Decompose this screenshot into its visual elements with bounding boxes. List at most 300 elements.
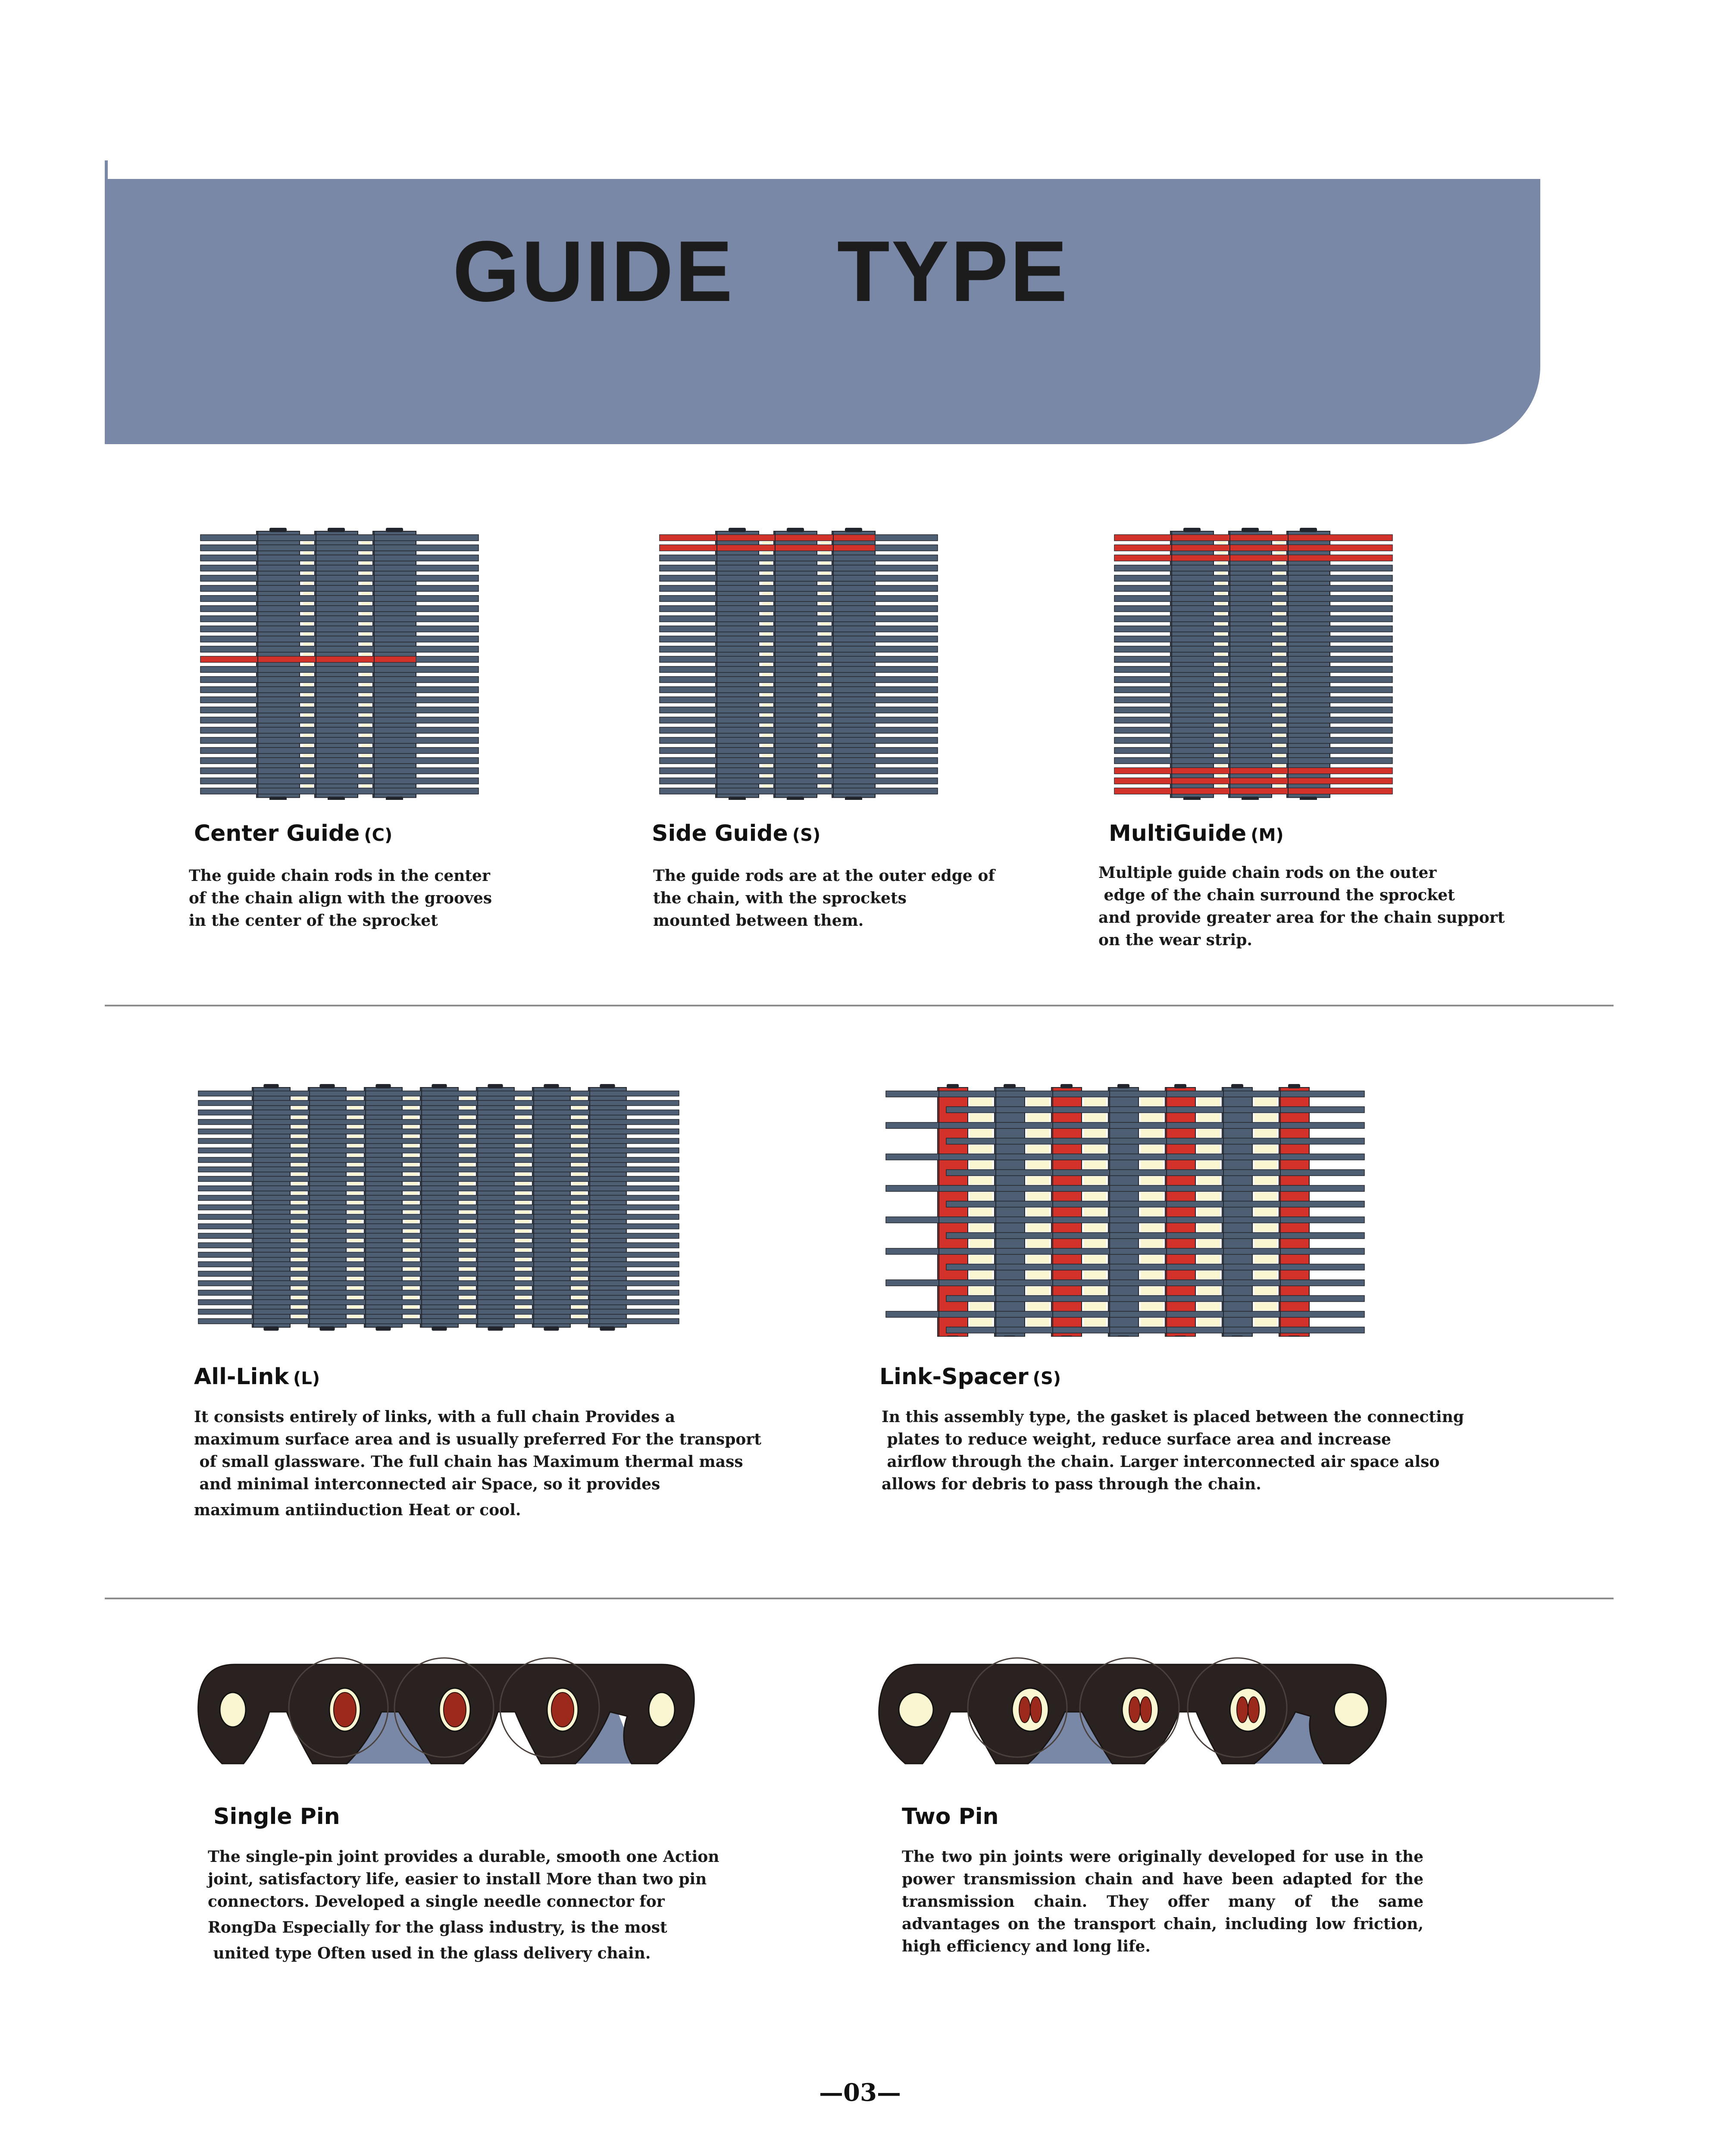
chain-rod [886,1122,1364,1128]
spacer-block [293,1201,306,1204]
spacer-block [1254,1192,1277,1200]
chain-rod [200,595,479,602]
link-cap [1060,1084,1073,1088]
chain-rod [886,1217,1364,1223]
chain-rod [946,1264,1364,1270]
spacer-block [762,755,772,757]
spacer-block [293,1125,306,1128]
spacer-block [349,1220,362,1223]
center-guide-name: Center Guide [194,821,360,846]
chain-rod [946,1296,1364,1302]
spacer-block [1027,1161,1049,1169]
link-cap [1174,1336,1186,1337]
chain-rod [200,697,479,703]
pin [551,1692,574,1727]
spacer-block [1275,592,1285,595]
link-cap [1288,1336,1300,1337]
spacer-block [1141,1161,1163,1169]
chain-rod [1114,667,1392,673]
chain-rod [1114,575,1392,581]
center-guide-code: (C) [364,825,393,845]
link-cap [787,797,804,800]
spacer-block [293,1277,306,1280]
spacer-block [820,683,830,686]
description-line: mounted between them. [653,912,864,930]
all-link-description [194,1406,761,1521]
spacer-block [573,1144,586,1147]
single-pin-connector-diagram [196,1656,705,1777]
pin-half [1140,1697,1151,1723]
two-pin-title: Two Pin [902,1804,999,1830]
spacer-block [1254,1114,1277,1122]
spacer-block [405,1277,418,1280]
spacer-block [361,633,371,636]
description-line: The guide rods are at the outer edge of [653,867,995,885]
spacer-block [461,1230,474,1232]
chain-rod [1114,656,1392,662]
spacer-block [349,1182,362,1185]
spacer-block [461,1144,474,1147]
two-pin-description [902,1846,1423,1958]
section-divider [105,1598,1614,1599]
chain-rod [886,1311,1364,1317]
spacer-block [1254,1177,1277,1185]
chain-rod [1114,697,1392,703]
spacer-block [820,613,830,615]
spacer-block [361,552,371,555]
spacer-block [820,653,830,656]
spacer-block [303,765,313,767]
spacer-block [762,633,772,636]
link-cap [1174,1084,1186,1088]
spacer-block [303,572,313,575]
spacer-block [293,1106,306,1109]
spacer-block [762,683,772,686]
link-cap [1060,1336,1073,1337]
spacer-block [303,633,313,636]
spacer-block [762,724,772,727]
spacer-block [517,1144,530,1147]
spacer-block [762,572,772,575]
spacer-block [820,663,830,666]
spacer-block [349,1135,362,1138]
spacer-block [1275,663,1285,666]
chain-rod [198,1138,679,1144]
chain-rod [660,748,938,754]
spacer-block [970,1129,992,1138]
pin-half [1019,1697,1030,1723]
pin [444,1692,466,1727]
spacer-block [1217,613,1226,615]
chain-rod [660,646,938,652]
chain-rod [200,586,479,592]
pin-hole [899,1692,933,1727]
spacer-block [762,653,772,656]
chain-rod [200,717,479,723]
spacer-block [405,1315,418,1318]
spacer-block [762,582,772,585]
link-cap [600,1084,615,1088]
description-line: allows for debris to pass through the chain. [882,1475,1261,1493]
chain-rod [660,606,938,612]
section-divider [105,1005,1614,1006]
spacer-block [349,1144,362,1147]
chain-rod [198,1100,679,1106]
spacer-block [1141,1192,1163,1200]
spacer-block [1084,1161,1106,1169]
spacer-block [1198,1208,1220,1216]
spacer-block [1198,1255,1220,1263]
description-line: power transmission chain and have been adapted for the [902,1870,1423,1888]
spacer-block [573,1182,586,1185]
spacer-block [1198,1129,1220,1138]
spacer-block [361,744,371,747]
spacer-block [820,755,830,757]
spacer-block [820,724,830,727]
link-cap [1117,1084,1129,1088]
spacer-block [303,724,313,727]
spacer-block [573,1116,586,1119]
spacer-block [1254,1098,1277,1106]
chain-rod [200,535,479,541]
spacer-block [1275,572,1285,575]
spacer-block [573,1220,586,1223]
spacer-block [293,1220,306,1223]
spacer-block [361,623,371,625]
spacer-block [461,1315,474,1318]
spacer-block [1275,613,1285,615]
description-line: connectors. Developed a single needle connector for [208,1893,665,1911]
spacer-block [1198,1192,1220,1200]
pin-half [1030,1697,1042,1723]
spacer-block [461,1125,474,1128]
spacer-block [573,1268,586,1270]
spacer-block [405,1249,418,1251]
spacer-block [1027,1318,1049,1326]
spacer-block [1275,633,1285,636]
spacer-block [361,775,371,777]
description-line: maximum antiinduction Heat or cool. [194,1501,521,1519]
spacer-block [1217,633,1226,636]
chain-rod [660,768,938,774]
spacer-block [349,1287,362,1289]
spacer-block [461,1182,474,1185]
chain-rod [198,1319,679,1324]
chain-rod [1114,606,1392,612]
chain-rod [660,575,938,581]
spacer-block [293,1249,306,1251]
spacer-block [1198,1161,1220,1169]
chain-rod [946,1327,1364,1333]
spacer-block [361,755,371,757]
spacer-block [1275,582,1285,585]
spacer-block [820,785,830,787]
spacer-block [1027,1192,1049,1200]
spacer-block [1084,1208,1106,1216]
spacer-block [349,1154,362,1156]
spacer-block [573,1230,586,1232]
spacer-block [970,1208,992,1216]
spacer-block [573,1277,586,1280]
spacer-block [1027,1240,1049,1248]
spacer-block [970,1271,992,1279]
spacer-block [461,1173,474,1175]
spacer-block [573,1211,586,1213]
center-guide-description [189,865,492,932]
side-guide-title [652,821,820,846]
chain-rod [198,1110,679,1115]
spacer-block [461,1296,474,1299]
chain-rod [660,616,938,622]
spacer-block [461,1163,474,1166]
spacer-block [1217,775,1226,777]
spacer-block [1275,765,1285,767]
two-pin-connector-diagram [875,1656,1392,1777]
spacer-block [1254,1208,1277,1216]
spacer-block [517,1163,530,1166]
spacer-block [762,704,772,706]
spacer-block [1027,1145,1049,1153]
spacer-block [405,1144,418,1147]
spacer-block [1141,1224,1163,1232]
center-guide-chain-diagram [196,520,489,800]
chain-rod [198,1300,679,1305]
spacer-block [303,602,313,605]
pin-hole [1334,1692,1369,1727]
spacer-block [1084,1287,1106,1295]
chain-rod [1114,737,1392,743]
spacer-block [1198,1145,1220,1153]
multiguide-code: (M) [1251,825,1284,845]
link-cap [1117,1336,1129,1337]
spacer-block [762,562,772,564]
spacer-block [405,1296,418,1299]
chain-rod [200,646,479,652]
description-line: of the chain align with the grooves [189,889,492,907]
spacer-block [361,694,371,696]
spacer-block [349,1211,362,1213]
spacer-block [293,1230,306,1232]
spacer-block [517,1173,530,1175]
description-line: In this assembly type, the gasket is placed between the connecting [882,1408,1464,1426]
chain-rod [198,1091,679,1096]
link-cap [1183,797,1201,800]
chain-rod [200,737,479,743]
chain-rod [200,545,479,551]
spacer-block [1275,683,1285,686]
chain-rod [660,626,938,632]
chain-rod [660,727,938,733]
chain-rod [198,1252,679,1257]
chain-rod [198,1271,679,1276]
chain-rod [660,788,938,794]
spacer-block [820,704,830,706]
link-cap [1183,528,1201,532]
spacer-block [349,1230,362,1232]
spacer-block [1217,552,1226,555]
chain-rod [660,697,938,703]
spacer-block [1254,1240,1277,1248]
spacer-block [573,1106,586,1109]
spacer-block [405,1201,418,1204]
spacer-block [1027,1271,1049,1279]
spacer-block [517,1220,530,1223]
chain-rod [198,1243,679,1248]
spacer-block [762,674,772,676]
spacer-block [820,694,830,696]
chain-rod [200,555,479,561]
spacer-block [361,674,371,676]
chain-rod [1114,595,1392,602]
spacer-block [303,683,313,686]
spacer-block [405,1287,418,1289]
spacer-block [1254,1129,1277,1138]
spacer-block [303,744,313,747]
spacer-block [349,1249,362,1251]
spacer-block [303,653,313,656]
link-spacer-code: (S) [1032,1369,1061,1388]
spacer-block [349,1163,362,1166]
spacer-block [361,602,371,605]
spacer-block [405,1163,418,1166]
spacer-block [1084,1240,1106,1248]
description-line: RongDa Especially for the glass industry, is the most [208,1918,667,1937]
spacer-block [1217,734,1226,737]
spacer-block [517,1249,530,1251]
spacer-block [970,1287,992,1295]
spacer-block [461,1154,474,1156]
spacer-block [349,1296,362,1299]
spacer-block [517,1182,530,1185]
spacer-block [970,1098,992,1106]
spacer-block [762,613,772,615]
spacer-block [461,1097,474,1100]
spacer-block [1141,1145,1163,1153]
spacer-block [405,1258,418,1261]
spacer-block [405,1125,418,1128]
spacer-block [1141,1129,1163,1138]
spacer-block [461,1258,474,1261]
spacer-block [573,1258,586,1261]
spacer-block [1217,562,1226,564]
link-cap [432,1084,447,1088]
spacer-block [1198,1114,1220,1122]
spacer-block [361,785,371,787]
description-line: The single-pin joint provides a durable, smooth one Action [208,1848,719,1866]
spacer-block [361,613,371,615]
chain-rod [660,555,938,561]
description-line: united type Often used in the glass delivery chain. [208,1944,651,1962]
link-cap [319,1084,335,1088]
spacer-block [517,1296,530,1299]
guide-rod [200,656,416,662]
spacer-block [349,1106,362,1109]
link-cap [1231,1084,1243,1088]
spacer-block [573,1287,586,1289]
guide-rod [660,545,875,551]
spacer-block [293,1135,306,1138]
pin-half [1248,1697,1259,1723]
chain-rod [660,565,938,571]
spacer-block [1275,744,1285,747]
multiguide-chain-diagram [1110,520,1403,800]
spacer-block [349,1201,362,1204]
spacer-block [1027,1224,1049,1232]
guide-rod [1114,788,1392,794]
spacer-block [1084,1177,1106,1185]
spacer-block [517,1192,530,1194]
description-line: and provide greater area for the chain support [1098,909,1505,927]
spacer-block [820,714,830,717]
spacer-block [1141,1177,1163,1185]
spacer-block [461,1106,474,1109]
spacer-block [1275,704,1285,706]
chain-rod [198,1148,679,1153]
spacer-block [461,1220,474,1223]
spacer-block [303,613,313,615]
spacer-block [820,623,830,625]
chain-rod [198,1195,679,1200]
spacer-block [762,643,772,646]
spacer-block [573,1173,586,1175]
spacer-block [349,1097,362,1100]
spacer-block [762,602,772,605]
spacer-block [970,1161,992,1169]
spacer-block [762,694,772,696]
spacer-block [361,704,371,706]
chain-rod [886,1154,1364,1160]
chain-rod [200,626,479,632]
spacer-block [361,542,371,544]
spacer-block [1084,1318,1106,1326]
spacer-block [573,1315,586,1318]
chain-rod [200,606,479,612]
spacer-block [1217,653,1226,656]
link-spacer-title [879,1365,1061,1389]
spacer-block [405,1116,418,1119]
spacer-block [405,1106,418,1109]
description-line: airflow through the chain. Larger interconnected air space also [882,1453,1440,1471]
chain-rod [660,687,938,693]
spacer-block [1275,674,1285,676]
spacer-block [1275,602,1285,605]
spacer-block [293,1268,306,1270]
spacer-block [461,1116,474,1119]
spacer-block [1141,1271,1163,1279]
spacer-block [461,1201,474,1204]
spacer-block [303,734,313,737]
spacer-block [1217,623,1226,625]
chain-rod [198,1176,679,1181]
spacer-block [1198,1240,1220,1248]
description-line: plates to reduce weight, reduce surface area and increase [882,1430,1391,1448]
chain-rod [1114,626,1392,632]
chain-rod [198,1119,679,1125]
spacer-block [1027,1303,1049,1311]
spacer-block [461,1306,474,1308]
spacer-block [573,1135,586,1138]
spacer-block [293,1287,306,1289]
spacer-block [820,765,830,767]
link-cap [1231,1336,1243,1337]
spacer-block [1275,724,1285,727]
spacer-block [517,1277,530,1280]
spacer-block [293,1182,306,1185]
link-cap [488,1326,503,1331]
chain-rod [660,636,938,642]
description-line: of small glassware. The full chain has Maximum thermal mass [194,1453,743,1471]
spacer-block [349,1315,362,1318]
